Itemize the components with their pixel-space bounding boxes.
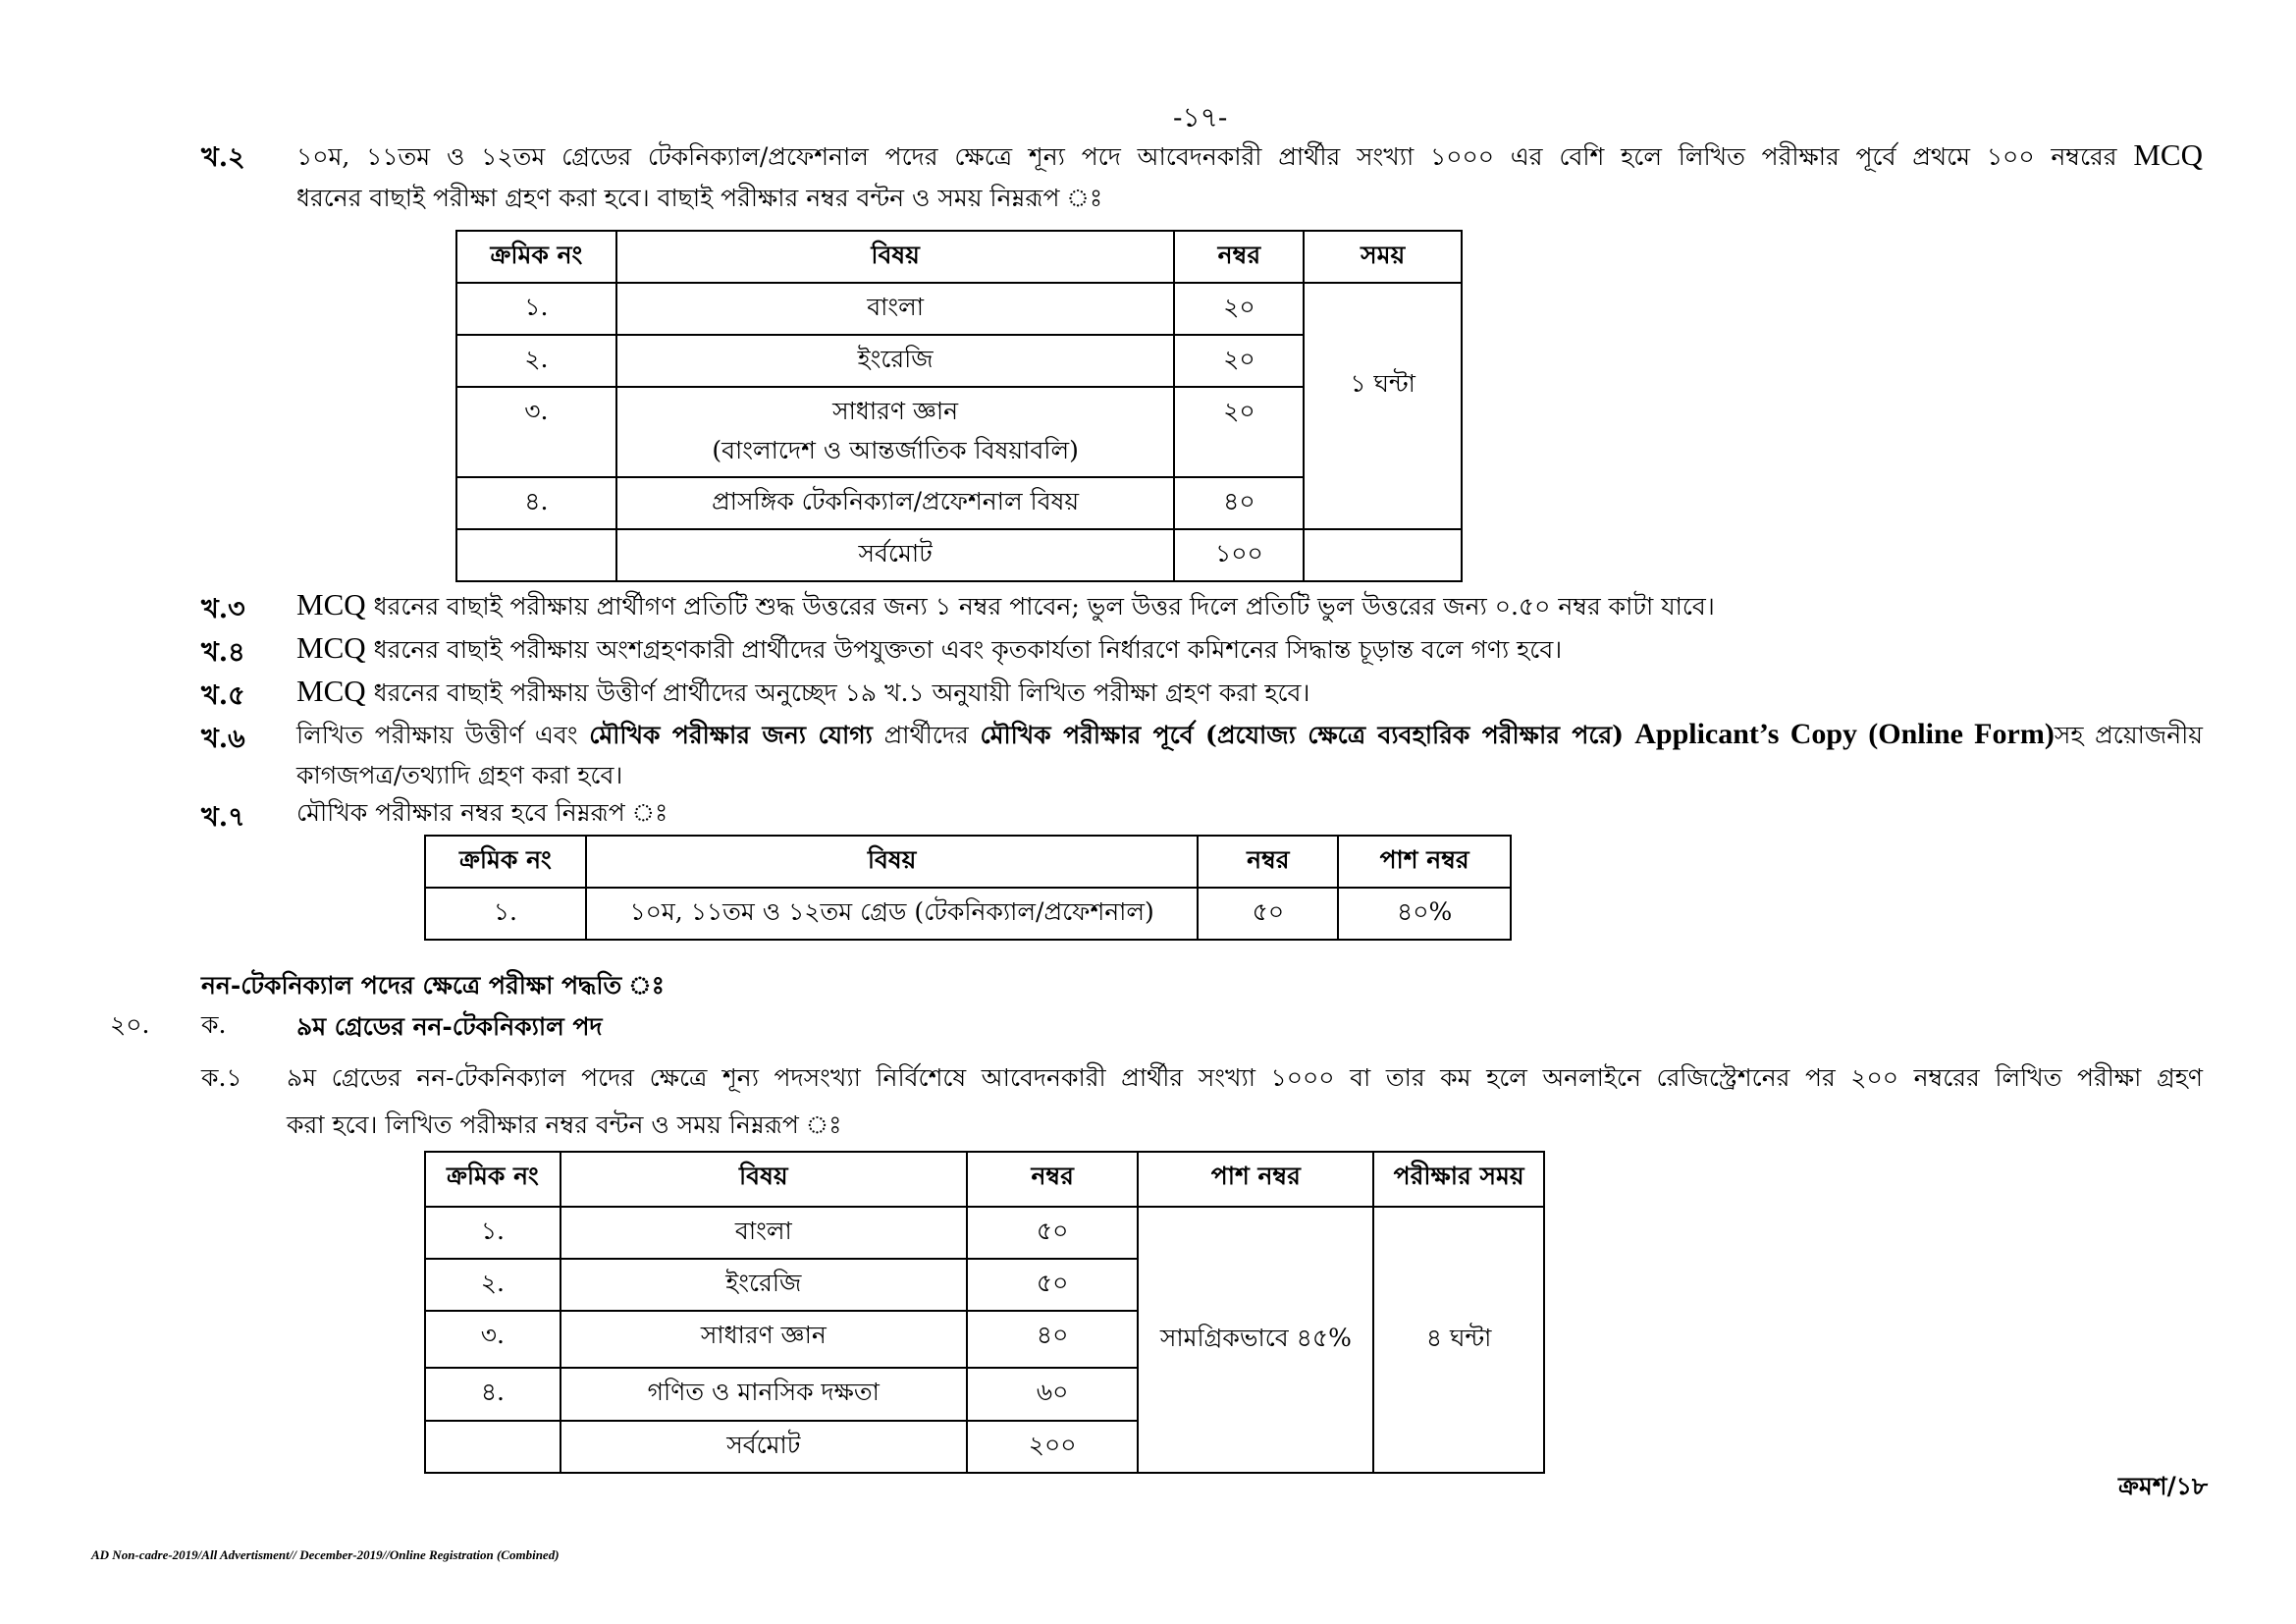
kha6-line1: লিখিত পরীক্ষায় উত্তীর্ণ এবং মৌখিক পরীক্ষার জন্য যোগ্য প্রার্থীদের মৌখিক পরীক্ষার পূর্বে (প্রযোজ্য ক্ষেত্রে ব্যবহারিক পরীক্ষার পরে) Applicant’s Copy (Online Form)সহ প্রয়োজনীয় bbox=[296, 718, 2203, 750]
cell-serial: ৩. bbox=[456, 387, 616, 477]
cell-marks: ৫০ bbox=[967, 1259, 1139, 1311]
cell-serial: ১. bbox=[456, 283, 616, 335]
cell-subject: ইংরেজি bbox=[616, 335, 1175, 387]
clause-label-kha5: খ.৫ bbox=[201, 680, 245, 711]
cell-subject: ইংরেজি bbox=[561, 1259, 967, 1311]
table-row bbox=[425, 1207, 1544, 1259]
col-header-subject: বিষয় bbox=[561, 1152, 967, 1207]
col-header-time: সময় bbox=[1304, 231, 1462, 283]
kha3-text: MCQ ধরনের বাছাই পরীক্ষায় প্রার্থীগণ প্রতিটি শুদ্ধ উত্তরের জন্য ১ নম্বর পাবেন; ভুল উত্তর দিলে প্রতিটি ভুল উত্তরের জন্য ০.৫০ নম্বর কাটা যাবে। bbox=[296, 587, 1715, 622]
clause-label-kha7: খ.৭ bbox=[201, 802, 245, 833]
col-header-pass-marks: পাশ নম্বর bbox=[1338, 836, 1511, 888]
pass-marks-value: সামগ্রিকভাবে ৪৫% bbox=[1159, 1324, 1352, 1352]
viva-marks-table bbox=[424, 835, 1512, 941]
mcq-marks-table bbox=[455, 230, 1463, 582]
ka1-line2: করা হবে। লিখিত পরীক্ষার নম্বর বন্টন ও সময় নিম্নরূপ ঃ bbox=[287, 1110, 842, 1139]
col-header-marks: নম্বর bbox=[1174, 231, 1304, 283]
cell-subject: ১০ম, ১১তম ও ১২তম গ্রেড (টেকনিক্যাল/প্রফেশনাল) bbox=[586, 888, 1199, 940]
continued-marker: ক্রমশ/১৮ bbox=[2118, 1472, 2209, 1500]
footer-reference: AD Non-cadre-2019/All Advertisment// December-2019//Online Registration (Combined) bbox=[91, 1547, 560, 1562]
cell-subject: প্রাসঙ্গিক টেকনিক্যাল/প্রফেশনাল বিষয় bbox=[616, 477, 1175, 529]
clause-label-kha4: খ.৪ bbox=[201, 637, 245, 668]
col-header-subject: বিষয় bbox=[586, 836, 1199, 888]
cell-pass-marks: ৪০% bbox=[1338, 888, 1511, 940]
ka1-line1: ৯ম গ্রেডের নন-টেকনিক্যাল পদের ক্ষেত্রে শূন্য পদসংখ্যা নির্বিশেষে আবেদনকারী প্রার্থীর সংখ্যা ১০০০ বা তার কম হলে অনলাইনে রেজিস্ট্রেশনের পর ২০০ নম্বরের লিখিত পরীক্ষা গ্রহণ bbox=[287, 1063, 2203, 1092]
cell-marks: ৫০ bbox=[967, 1207, 1139, 1259]
kha4-text: MCQ ধরনের বাছাই পরীক্ষায় অংশগ্রহণকারী প্রার্থীদের উপযুক্ততা এবং কৃতকার্যতা নির্ধারণে কমিশনের সিদ্ধান্ত চূড়ান্ত বলে গণ্য হবে। bbox=[296, 630, 1563, 665]
cell-serial: ৪. bbox=[425, 1368, 561, 1421]
section-title: ৯ম গ্রেডের নন-টেকনিক্যাল পদ bbox=[296, 1012, 603, 1041]
cell-subject: বাংলা bbox=[561, 1207, 967, 1259]
sub-clause-label: ক. bbox=[201, 1010, 227, 1039]
col-header-serial: ক্রমিক নং bbox=[425, 1152, 561, 1207]
table-header-row bbox=[425, 1152, 1544, 1207]
cell-time bbox=[1304, 283, 1462, 529]
cell-marks: ৪০ bbox=[967, 1311, 1139, 1368]
cell-serial: ৪. bbox=[456, 477, 616, 529]
cell-marks: ২০ bbox=[1174, 335, 1304, 387]
written-exam-marks-table bbox=[424, 1151, 1545, 1474]
cell-serial: ১. bbox=[425, 888, 586, 940]
cell-marks: ৬০ bbox=[967, 1368, 1139, 1421]
cell-subject: বাংলা bbox=[616, 283, 1175, 335]
table-row bbox=[425, 888, 1511, 940]
col-header-pass-marks: পাশ নম্বর bbox=[1138, 1152, 1373, 1207]
kha2-line2: ধরনের বাছাই পরীক্ষা গ্রহণ করা হবে। বাছাই পরীক্ষার নম্বর বন্টন ও সময় নিম্নরূপ ঃ bbox=[296, 184, 1103, 212]
clause-label-kha3: খ.৩ bbox=[201, 594, 245, 624]
cell-pass-marks bbox=[1138, 1207, 1373, 1473]
cell-exam-time bbox=[1373, 1207, 1544, 1473]
clause-label-ka1: ক.১ bbox=[201, 1063, 242, 1092]
cell-total-marks: ১০০ bbox=[1174, 529, 1304, 581]
cell-serial bbox=[456, 529, 616, 581]
cell-serial: ১. bbox=[425, 1207, 561, 1259]
cell-serial bbox=[425, 1421, 561, 1473]
table-total-row bbox=[456, 529, 1462, 581]
kha6-line2: কাগজপত্র/তথ্যাদি গ্রহণ করা হবে। bbox=[296, 761, 623, 789]
kha2-line1: ১০ম, ১১তম ও ১২তম গ্রেডের টেকনিক্যাল/প্রফেশনাল পদের ক্ষেত্রে শূন্য পদে আবেদনকারী প্রার্থীর সংখ্যা ১০০০ এর বেশি হলে লিখিত পরীক্ষার পূর্বে প্রথমে ১০০ নম্বরের MCQ bbox=[296, 137, 2203, 172]
table-header-row bbox=[425, 836, 1511, 888]
table-row bbox=[456, 283, 1462, 335]
clause-label-kha2: খ.২ bbox=[201, 142, 245, 173]
cell-total-label: সর্বমোট bbox=[616, 529, 1175, 581]
cell-marks: ৪০ bbox=[1174, 477, 1304, 529]
cell-subject bbox=[616, 387, 1175, 477]
section-heading-non-technical: নন-টেকনিক্যাল পদের ক্ষেত্রে পরীক্ষা পদ্ধতি ঃ bbox=[201, 971, 665, 1000]
cell-subject: গণিত ও মানসিক দক্ষতা bbox=[561, 1368, 967, 1421]
col-header-subject: বিষয় bbox=[616, 231, 1175, 283]
kha5-text: MCQ ধরনের বাছাই পরীক্ষায় উত্তীর্ণ প্রার্থীদের অনুচ্ছেদ ১৯ খ.১ অনুযায়ী লিখিত পরীক্ষা গ্রহণ করা হবে। bbox=[296, 674, 1310, 708]
cell-total-marks: ২০০ bbox=[967, 1421, 1139, 1473]
cell-marks: ২০ bbox=[1174, 387, 1304, 477]
clause-label-kha6: খ.৬ bbox=[201, 724, 245, 754]
col-header-serial: ক্রমিক নং bbox=[456, 231, 616, 283]
col-header-exam-time: পরীক্ষার সময় bbox=[1373, 1152, 1544, 1207]
section-number: ২০. bbox=[110, 1010, 150, 1039]
page-number: -১৭- bbox=[1173, 101, 1228, 134]
cell-marks: ২০ bbox=[1174, 283, 1304, 335]
table-header-row bbox=[456, 231, 1462, 283]
col-header-marks: নম্বর bbox=[967, 1152, 1139, 1207]
kha7-text: মৌখিক পরীক্ষার নম্বর হবে নিম্নরূপ ঃ bbox=[296, 798, 668, 827]
cell-serial: ২. bbox=[425, 1259, 561, 1311]
cell-subject: সাধারণ জ্ঞান bbox=[561, 1311, 967, 1368]
time-value: ১ ঘন্টা bbox=[1350, 369, 1415, 398]
cell-total-label: সর্বমোট bbox=[561, 1421, 967, 1473]
subject-line: সাধারণ জ্ঞান bbox=[832, 397, 959, 425]
exam-time-value: ৪ ঘন্টা bbox=[1425, 1324, 1492, 1352]
col-header-marks: নম্বর bbox=[1198, 836, 1338, 888]
cell-serial: ৩. bbox=[425, 1311, 561, 1368]
subject-subline: (বাংলাদেশ ও আন্তর্জাতিক বিষয়াবলি) bbox=[712, 436, 1079, 464]
cell-empty bbox=[1304, 529, 1462, 581]
cell-serial: ২. bbox=[456, 335, 616, 387]
cell-marks: ৫০ bbox=[1198, 888, 1338, 940]
col-header-serial: ক্রমিক নং bbox=[425, 836, 586, 888]
